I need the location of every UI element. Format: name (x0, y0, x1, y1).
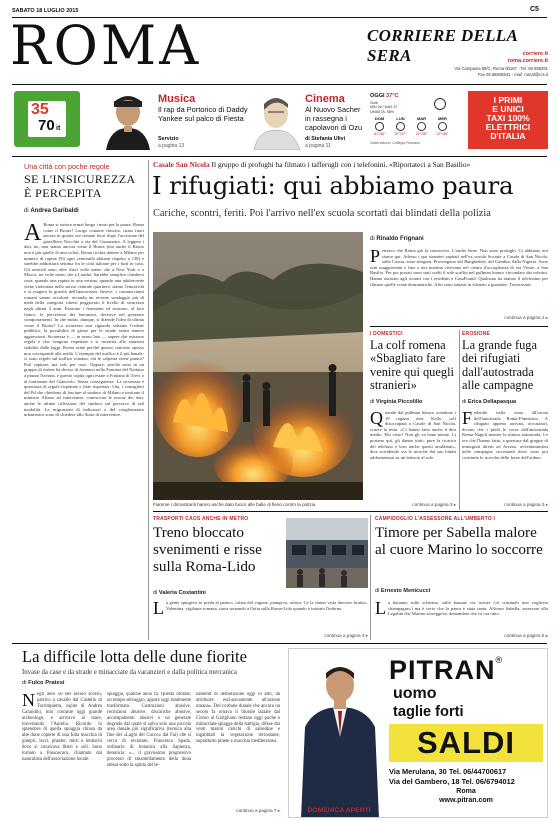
main-body (370, 248, 548, 310)
main-photo[interactable] (153, 232, 363, 500)
trasporti-photo[interactable] (286, 518, 368, 588)
weather-temp: 37°C (386, 93, 399, 99)
main-byline (370, 236, 424, 242)
weather-day-0 (370, 116, 389, 138)
weather-day-name: DOM (374, 116, 385, 121)
taxi-line2: E UNICI (492, 104, 524, 114)
ad-note: DOMENICA APERTI (307, 807, 371, 814)
dune-continua[interactable] (196, 808, 280, 814)
corner-badge: C5 (530, 6, 539, 13)
trasporti-byline (153, 590, 206, 596)
dropcap: N (22, 692, 35, 710)
dune-byline (22, 680, 65, 686)
arrow-right-icon: ▸ (277, 808, 280, 813)
domestici-body (370, 410, 456, 500)
left-column-divider (148, 160, 149, 640)
dropcap: A (24, 222, 42, 246)
ad-line2: taglie forti (393, 704, 464, 720)
editorial-body-text: Roma si strizza ormai lungo i muri per la paura: Roma come il Bronx? Luogo comune classico, tirato fuori ancora in queste ore tornate fuori dopo l'uccisione del gioielliere Nocchia a via del Gazometro. A leggere i dati, no, non siamo ancora come il Bronx (ma anche il Bronx non è più quello di una volta). Roma rischia datiere a Milano per numero di rapine (94 ogni centomila abitanti rispetto a 138) e sarebbe addirittura settima fra le città italiane per i furti in casa. Gli omicidi sono oltre dieci volte meno che a New York o a Mosca, tre volte meno che a Londra. Sarebbe semplice chiedersi cosa: quando una rapina in una vetrina, quando una adolescente viene violentata nello stesso centrale quartiere, siamo l'emotività e si esagera la gravità dell'insicurezza. Invece, i commercianti romani vanno accoltati: secondo un recente sondaggio più di metà della categoria ritiene peggiorato il livello di sicurezza negli ultimi 3 anni. Esistono i fenomeni ed esistono, al loro fianco, le percezioni dei fenomeni, decisive nel generare comportamenti. In che modo, dunque, si difende l'idea di ultima come il Bronx? La sicurezza non riguarda soltanto l'ordine pubblico, la possibilità di girare per le strade senza temere aggressioni. Sicurezza è — in senso lato — sapere che esistono regole e che vengono rispettate e si incontra alle sanzioni stabilite dalle leggi. Roma sente perché questo concetto spesso non corrisponde alla realtà. L'esempio del traffico è il più banale: ci sono regole sul traffico romano, chi le calpesta viene punito? Può capitare, ma solo per caso. Oppure: perché sono in un gruppo di turiste ha deciso di fermarsi nella Fontana del Nettuno a piazza Navona, e questo capita ogni estate a Fontana di Trevi o al fontanone del Gianicolo. Senza conseguenze. La sicurezza è questione di regole rispettate e fatte rispettare. Ora, i consiglieri del Pd che chiedono di lasciare al sindaco di Milano e invitano il ministro Alfano ad intervenire, conoscono le mosse dei dati, anche le ultime riflessioni del sindaco sul percorso di tali modalità. Le migrazioni di indicatori e del conglomerato urbanistico sono di chiedere allo Stato di intervenire. (24, 222, 144, 418)
dune-col-3-text: namenti di demolizione oggi in atto, da attribuire esclusivamente all'azione umana». Del cordone dunale che ancora un secolo fa ornava il litorale laziale dal Circeo al Garigliano restano oggi poche e minacciate spiagge della battigia, difese dai venti marini carichi di salsedine e ingabbiati la vegetazione retrostante, soprattutto pinete e macchia mediterranea. (196, 692, 280, 745)
musica-label: Servizio (158, 136, 179, 142)
arrow-right-icon: ▸ (545, 502, 548, 507)
domestici-continua[interactable] (370, 502, 456, 508)
ad-line1: uomo (393, 685, 437, 702)
continua-label: continua a pagina 4 (324, 633, 365, 638)
main-continua[interactable] (370, 315, 548, 321)
continua-label: continua a pagina 3 (504, 502, 545, 507)
editorial-byline (24, 208, 79, 214)
promo-logo-suffix: it (56, 125, 61, 132)
weather-day-temps: 20°/36° (373, 132, 386, 136)
trasporti-title[interactable]: Treno bloccato svenimenti e risse sulla Roma-Lido (153, 524, 262, 575)
masthead-address: Via Campania 59/C, Roma 00187 - Tel. 06 688281 (454, 66, 548, 71)
weather-box (368, 91, 460, 149)
campidoglio-title[interactable]: Timore per Sabella malore al cuore Marino lo soccorre (375, 524, 543, 558)
ad-registered: ® (495, 655, 503, 665)
weather-day-name: MAR (416, 116, 427, 121)
arrow-right-icon: ▸ (365, 633, 368, 638)
main-right-rule (370, 326, 548, 327)
weather-sub1: Sole (370, 100, 379, 105)
pitran-ad[interactable] (288, 648, 548, 818)
weather-sub2: MIN 26 / MAX 37 (370, 105, 398, 109)
byline-prefix: di (370, 236, 375, 242)
byline-author: Erica Dellapasqua (467, 399, 517, 405)
dropcap: Q (370, 410, 383, 428)
musica-photo (100, 90, 155, 150)
kicker-main: CAMPIDOGLIO (375, 516, 414, 522)
weather-day-1 (391, 116, 410, 138)
cinema-kicker: Cinema (305, 93, 345, 105)
taxi-line4: ELETTRICI (485, 122, 531, 132)
taxi-line5: D'ITALIA (490, 131, 526, 141)
weather-sub3: UMIDITÀ: 56% (370, 110, 394, 114)
byline-author: Valeria Costantini (158, 590, 206, 596)
domestici-kicker: I DOMESTICI (370, 331, 403, 337)
kicker-main: TRASPORTI (153, 516, 184, 522)
ad-address-1: Via Merulana, 30 Tel. 06/44700617 (389, 767, 507, 776)
campidoglio-continua[interactable] (375, 633, 548, 639)
continua-label: continua a pagina 5 (504, 633, 545, 638)
weather-title: OGGI (370, 93, 385, 99)
musica-kicker: Musica (158, 93, 196, 105)
main-kicker: Casale San Nicola (153, 160, 210, 169)
site-link-2[interactable]: roma.corriere.it (507, 58, 548, 64)
campidoglio-kicker (375, 516, 495, 522)
newspaper-name: CORRIERE DELLA SERA (367, 26, 518, 65)
arrow-right-icon: ▸ (545, 633, 548, 638)
cinema-photo (252, 90, 304, 150)
bottom-section-rule (12, 643, 547, 644)
trasporti-kicker (153, 516, 248, 522)
masthead-bottom-rule (12, 84, 547, 85)
byline-author: Ernesto Menicucci (380, 588, 431, 594)
promo-bottom-rule (12, 156, 547, 157)
site-link-1[interactable]: corriere.it (522, 51, 548, 57)
ad-saldi: SALDI (417, 725, 515, 760)
erosione-continua[interactable] (462, 502, 548, 508)
sun-icon (417, 122, 426, 131)
editorial-kicker: Una città con poche regole (24, 162, 110, 171)
trasporti-continua[interactable] (153, 633, 368, 639)
campidoglio-body (375, 600, 548, 632)
byline-prefix: di (375, 588, 380, 594)
kicker-sub: CAOS ANCHE IN METRO (185, 516, 249, 522)
domestici-byline (370, 399, 422, 405)
ad-address-2: Via del Gambero, 18 Tel. 06/6794012 (389, 777, 515, 786)
dropcap: L (153, 600, 164, 618)
masthead-fax: Fax 06 68828541 - mail: romaf@rcs.it (477, 72, 548, 77)
main-body-text: ensavo che Roma già la conoscevo. L'anche bene. Non sono profughi. Ci abbiamo noi siamo qui. Adesso i qui stranieri ospitati nell'ex scuola Socrate a Casale di San Nicola, sulla Cassia, sono rifugiati. Provengono dal Bangladesh, dal Gambia, dalla Nigeria. Sono tutti maggiorenni e fino a ieri mattina vivevano nel centro d'accoglienza di via Vieste, a San Basilio. Per poi portati sono stati scelti il sole scalfin nel pullman bianco circondato dai celerini. Hanno assistito agli scontri con i residenti e CasaPound. Qualcuno ha aiutato il telefonino per filmare quelle scene drammatiche. Altri sono rimasti in silenzio a guardare. Terrorizzati. (370, 248, 548, 287)
dune-col-2-text: spiaggia, qualche anno fa. Questo litorale, un tempo selvaggio, appare oggi totalmente trasformato. Costruzioni abusive, recinzioni abusive, discariche abusive, accampamenti abusivi e un generale degrado dal quale si salva solo una piccola area dunale più significativa (tecnica alla fine del «Laghi del Cucco» dal Fai) che si cerca di recintare. Francesco Spada, ordinario di botanica alla Sapienza, denuncia: «... il gravissimo progressivo processo di smantellamento della duna stessa sotto la spinta del le- (107, 692, 191, 768)
taxi-ad[interactable] (468, 91, 548, 149)
domestici-title[interactable]: La colf romena «Sbagliato fare venire qui quegli stranieri» (370, 338, 454, 393)
musica-text[interactable]: Il rap da Portorico di Daddy Yankee sul palco di Fiesta (158, 105, 248, 123)
main-subhead: Cariche, scontri, feriti. Poi l'arrivo nell'ex scuola scortati dai blindati della polizia (153, 208, 491, 219)
byline-author: Virginia Piccolillo (375, 399, 423, 405)
weather-day-name: LUN (396, 116, 405, 121)
byline-prefix: di (22, 680, 27, 686)
main-headline[interactable]: I rifugiati: qui abbiamo paura (152, 171, 514, 200)
mid-rule (153, 511, 548, 512)
dune-col-1 (22, 692, 102, 814)
sun-icon (375, 122, 384, 131)
arrow-right-icon: ▸ (545, 315, 548, 320)
weather-source: Osservatorio: Collegio Romano (370, 141, 420, 145)
byline-prefix: di (370, 399, 375, 405)
trasporti-body-text: a gente spingeva in preda al panico, calata dal vagone, piangeva, urlava. Ce la siamo vista davvero brutta». Valentina, vigilante romana, stava tornando a Ostia sulla Roma-Lido quando è iniziato l'inferno. (166, 600, 368, 611)
promo-logo-top: 35 (31, 101, 49, 118)
dune-col-1-text: egli anni 50 del secolo scorso, partivo a cavallo dal Castello di Torrimpietra, ospite di Andrea Carandini, mio costume oggi grande archeologo, e arrivavo al mare, traversando l'Aurelia. Ricordo lo splendore di quella spiaggia chiusa da alte dune coperte di una folta macchia di ginepri, lecci, phaster, mirti e lentischi dove si cavalcava liberi e soli. Sono tornato a Passoscuro, chiamato dal naturalista dell'associazione locale. (22, 692, 102, 762)
cinema-page: a pagina 11 (305, 143, 331, 149)
continua-label: continua a pagina 3 (412, 502, 453, 507)
byline-prefix: di (462, 399, 467, 405)
editorial-title[interactable]: SE L'INSICUREZZA È PERCEPITA (24, 172, 135, 200)
campidoglio-body-text: a batuano sullo schermo, sulle batuate via twitter («è criminali non vogliono champagne») ma è certo che la paura è stata tanta: Alfonso Sabella, assessore alla Legalità che Marino sorreggeva, domandare che va ora tutto. (388, 600, 548, 617)
cinema-text[interactable]: Al Nuovo Sacher in rassegna i capolavori di Ozu (305, 105, 363, 132)
arrow-right-icon: ▸ (453, 502, 456, 507)
weather-day-temps: 22°/36° (436, 132, 449, 136)
dune-col-2 (107, 692, 191, 814)
domestici-divider (459, 330, 460, 510)
byline-author: Fulco Pratesi (28, 680, 65, 686)
section-title: ROMA (10, 14, 202, 77)
erosione-kicker: EROSIONE (462, 331, 490, 337)
taxi-line1: I PRIMI (493, 95, 523, 105)
trasporti-body (153, 600, 368, 632)
byline-author: Andrea Garibaldi (30, 208, 79, 214)
sun-icon (434, 98, 446, 110)
trasporti-divider (370, 515, 371, 640)
dune-col-3 (196, 692, 280, 806)
sun-icon (438, 122, 447, 131)
sun-icon (396, 122, 405, 131)
byline-author: Rinaldo Frignani (376, 236, 424, 242)
main-summary (153, 160, 548, 169)
weather-day-2 (412, 116, 431, 138)
masthead-date: SABATO 18 LUGLIO 2015 (12, 8, 79, 14)
dropcap: F (462, 410, 473, 428)
dropcap: L (375, 600, 386, 618)
ad-saldi-box (389, 724, 543, 762)
ad-brand-box (389, 655, 543, 685)
erosione-body (462, 410, 548, 500)
promo-logo (14, 91, 80, 147)
taxi-line3: TAXI 100% (486, 113, 530, 123)
ad-city: Roma (456, 788, 476, 795)
kicker-sub: L'ASSESSORE ALL'UMBERTO I (414, 516, 496, 522)
erosione-byline (462, 399, 516, 405)
continua-label: continua a pagina 2 (504, 315, 545, 320)
dune-subhead: Invase da case e da strade e minacciate da vacanzieri e dalla politica mercanica (22, 669, 237, 676)
byline-prefix: di (153, 590, 158, 596)
weather-day-temps: 20°/37° (394, 132, 407, 136)
dune-title[interactable]: La difficile lotta delle dune fiorite (22, 647, 248, 666)
main-summary-text: Il gruppo di profughi ha filmato i tafferugli con i telefonini. «Riportateci a San Basilio» (211, 160, 471, 169)
continua-label: continua a pagina 7 (236, 808, 277, 813)
ad-web[interactable]: www.pitran.com (439, 797, 493, 804)
ad-brand: PITRAN (389, 655, 496, 685)
weather-today-icon (430, 95, 450, 115)
main-photo-caption: Fiamme I dimostranti hanno anche dato fuoco alle balle di fieno contro la polizia (153, 502, 316, 507)
musica-page: a pagina 13 (158, 143, 185, 149)
editorial-body (24, 222, 144, 640)
erosione-title[interactable]: La grande fuga dei rifugiati dall'autostrada alle campagne (462, 338, 537, 393)
promo-logo-bottom: 70 (38, 117, 55, 134)
erosione-body-text: ederale nella zona all'uscita dell'autostrada Roma-Fiumicino. A rifugiati appena arrivati, accusatori, dicono che i piedi le corse dell'autostrada Roma-Napoli mentre la ultima autostrada. Le ore che l'hanno fatta, a questura dal gruppo di immigrati diretti ad Arezzo, avventurandosi nelle campagne circostanti dove sono poi costituite le ricerche delle forze dell'ordine. (462, 410, 548, 460)
weather-day-name: MER (438, 116, 447, 121)
domestici-body-text: uando dal pullman bianco scendono i 19 ragazzi neri, Kelly, colf disoccupata a Casale di San Nicola, scuote la testa. «Ci hanno fatto anche il dito medio. Ehi visto? Non gli va bene niente. Li portano qui, gli danno tutto, pure la ricarica del telefono e loro anche questi arrabbiati», dice sorridendo via le mosche dal suo bimbi addormentati su un lettucio al sole. (370, 410, 456, 460)
campidoglio-byline (375, 588, 430, 594)
byline-prefix: di (24, 208, 29, 214)
weather-day-temps: 21°/36° (415, 132, 428, 136)
ad-model (295, 657, 385, 818)
dropcap: P (370, 248, 381, 266)
weather-day-3 (433, 116, 452, 138)
cinema-label: di Stefania Ulivi (305, 136, 346, 142)
